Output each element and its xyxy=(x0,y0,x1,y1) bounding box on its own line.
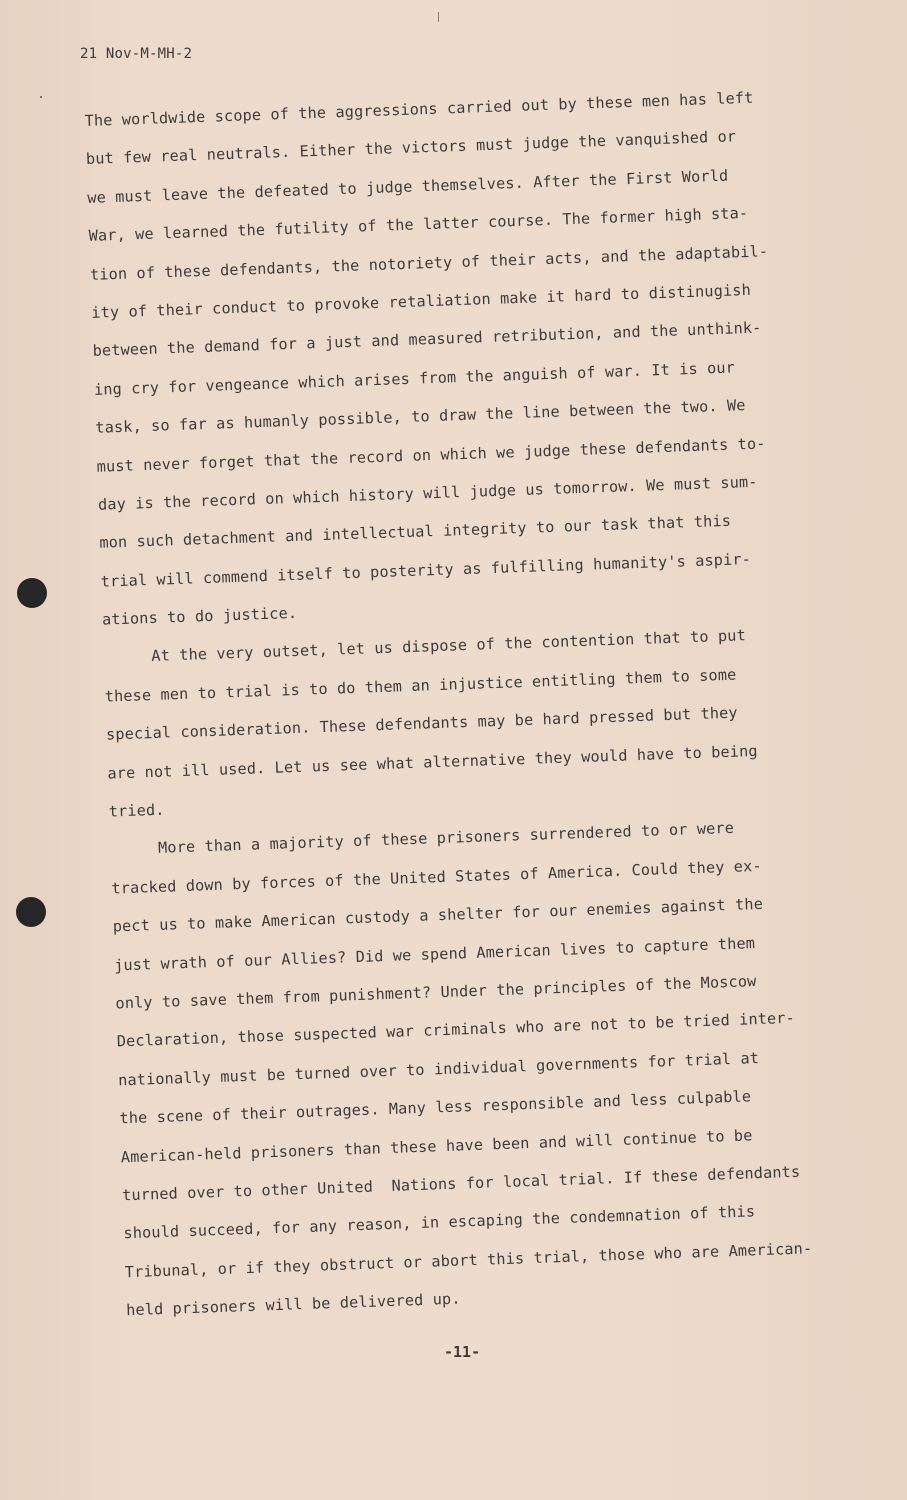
text-line: ity of their conduct to provoke retaliation make it hard to distinugish xyxy=(91,280,752,322)
paper-speck xyxy=(40,96,42,98)
text-line: Declaration, those suspected war criminals who are not to be tried inter- xyxy=(116,1009,796,1051)
text-line: Tribunal, or if they obstruct or abort this trial, those who are American- xyxy=(124,1239,813,1282)
text-line: we must leave the defeated to judge themselves. After the First World xyxy=(87,166,729,207)
punch-hole xyxy=(17,578,47,608)
paragraph-first-line: More than a majority of these prisoners surrendered to or were xyxy=(157,819,735,858)
text-line: War, we learned the futility of the latter course. The former high sta- xyxy=(88,204,749,246)
text-line: these men to trial is to do them an injustice entitling them to some xyxy=(104,665,737,706)
text-line: The worldwide scope of the aggressions carried out by these men has left xyxy=(84,88,754,130)
page-number: -11- xyxy=(444,1343,481,1361)
text-line: special consideration. These defendants may be hard pressed but they xyxy=(105,703,738,744)
text-line: should succeed, for any reason, in escaping the condemnation of this xyxy=(123,1202,756,1243)
text-line: day is the record on which history will judge us tomorrow. We must sum- xyxy=(97,472,758,514)
text-line: between the demand for a just and measured retribution, and the unthink- xyxy=(92,318,762,361)
text-line: pect us to make American custody a shelter for our enemies against the xyxy=(112,895,764,936)
text-line: but few real neutrals. Either the victors must judge the vanquished or xyxy=(85,127,737,169)
text-line: ing cry for vengeance which arises from the anguish of war. It is our xyxy=(93,358,736,399)
text-line: tion of these defendants, the notoriety of their acts, and the adaptabil- xyxy=(89,241,769,284)
text-line: tracked down by forces of the United States of America. Could they ex- xyxy=(111,856,762,898)
text-line: nationally must be turned over to individual governments for trial at xyxy=(117,1048,760,1090)
text-line: American-held prisoners than these have been and will continue to be xyxy=(120,1125,753,1166)
text-line: just wrath of our Allies? Did we spend American lives to capture them xyxy=(113,933,756,975)
punch-hole xyxy=(16,897,46,927)
text-line: mon such detachment and intellectual integrity to our task that this xyxy=(99,511,732,553)
text-line: turned over to other United Nations for local trial. If these defendants xyxy=(121,1162,801,1205)
text-line: the scene of their outrages. Many less responsible and less culpable xyxy=(119,1087,752,1128)
text-line: are not ill used. Let us see what alternative they would have to being xyxy=(107,741,758,783)
text-line: task, so far as humanly possible, to draw the line between the two. We xyxy=(95,396,746,437)
text-line: ations to do justice. xyxy=(101,603,298,629)
text-line: tried. xyxy=(108,800,165,821)
paragraph-first-line: At the very outset, let us dispose of the contention that to put xyxy=(151,626,747,666)
paper-mark xyxy=(438,12,439,22)
text-line: must never forget that the record on which we judge these defendants to- xyxy=(96,433,766,476)
text-line: held prisoners will be delivered up. xyxy=(125,1289,461,1320)
body-text xyxy=(84,76,866,1330)
text-line: only to save them from punishment? Under the principles of the Moscow xyxy=(115,972,757,1013)
text-line: trial will commend itself to posterity as fulfilling humanity's aspir- xyxy=(100,549,752,591)
document-reference: 21 Nov-M-MH-2 xyxy=(80,46,193,62)
